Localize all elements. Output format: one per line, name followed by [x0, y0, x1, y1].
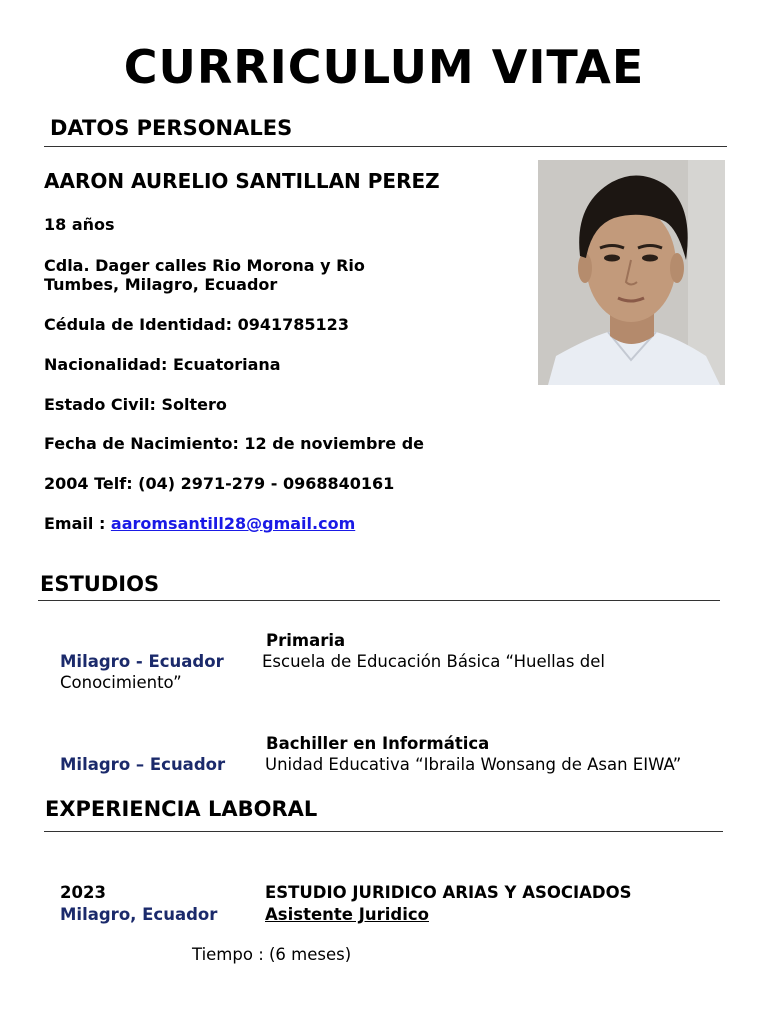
study-school-primary-line-2: Conocimiento”	[60, 673, 182, 692]
email-link[interactable]: aaromsantill28@gmail.com	[110, 514, 356, 533]
study-school-primary-line-1: Escuela de Educación Básica “Huellas del	[262, 652, 605, 671]
personal-divider	[44, 146, 727, 147]
personal-heading: DATOS PERSONALES	[50, 116, 293, 140]
studies-divider	[38, 600, 720, 601]
study-city-primary: Milagro - Ecuador	[60, 652, 224, 671]
age: 18 años	[44, 215, 115, 234]
experience-city: Milagro, Ecuador	[60, 905, 218, 924]
nationality: Nacionalidad: Ecuatoriana	[44, 355, 281, 374]
address-line-1: Cdla. Dager calles Rio Morona y Rio	[44, 256, 365, 275]
person-portrait-icon	[538, 160, 725, 385]
profile-photo	[538, 160, 725, 385]
birth-date-line-1: Fecha de Nacimiento: 12 de noviembre de	[44, 434, 425, 453]
experience-role: Asistente Juridico	[265, 905, 429, 924]
document-title: CURRICULUM VITAE	[123, 40, 645, 94]
studies-heading: ESTUDIOS	[40, 572, 160, 596]
experience-duration: Tiempo : (6 meses)	[192, 945, 352, 964]
id-number: Cédula de Identidad: 0941785123	[44, 315, 349, 334]
experience-heading: EXPERIENCIA LABORAL	[45, 797, 318, 821]
experience-year: 2023	[60, 883, 106, 902]
civil-status: Estado Civil: Soltero	[44, 395, 227, 414]
person-name: AARON AURELIO SANTILLAN PEREZ	[44, 169, 440, 193]
study-city-highschool: Milagro – Ecuador	[60, 755, 226, 774]
study-level-highschool: Bachiller en Informática	[266, 734, 490, 753]
study-school-highschool: Unidad Educativa “Ibraila Wonsang de Asan EIWA”	[265, 755, 682, 774]
experience-divider	[44, 831, 723, 832]
email-row	[44, 514, 355, 533]
email-label: Email :	[44, 514, 111, 533]
study-level-primary: Primaria	[266, 631, 346, 650]
birth-date-phone-line-2: 2004 Telf: (04) 2971-279 - 0968840161	[44, 474, 395, 493]
address-line-2: Tumbes, Milagro, Ecuador	[44, 275, 278, 294]
experience-company: ESTUDIO JURIDICO ARIAS Y ASOCIADOS	[265, 883, 632, 902]
